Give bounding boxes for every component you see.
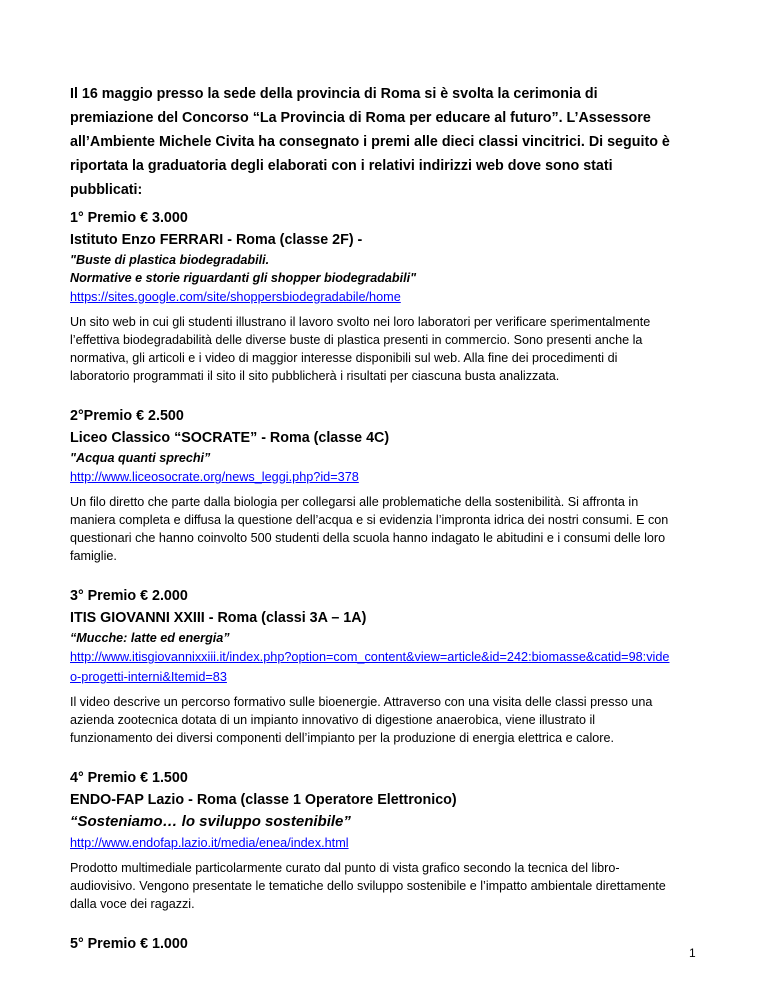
prize-description: Il video descrive un percorso formativo sulle bioenergie. Attraverso con una visita delle classi presso una azienda zootecnica dotata di un impianto innovativo di digestione anaerobica, viene illustrato il funzionamento dei diversi componenti dell’impianto per la produzione di energia elettrica e calore.	[70, 695, 653, 745]
prize-2	[70, 405, 670, 565]
prize-description: Prodotto multimediale particolarmente curato dal punto di vista grafico secondo la tecnica del libro-audiovisivo. Vengono presentate le tematiche dello sviluppo sostenibile e l’impatto ambientale direttamente dalla voce dei ragazzi.	[70, 861, 666, 911]
prize-5	[70, 933, 670, 955]
prize-link[interactable]: http://www.liceosocrate.org/news_leggi.php?id=378	[70, 470, 359, 484]
prize-3	[70, 585, 670, 747]
school-name: Istituto Enzo FERRARI - Roma (classe 2F) -	[70, 232, 363, 248]
school-name: ITIS GIOVANNI XXIII - Roma (classi 3A – 1A)	[70, 610, 367, 626]
prize-title: 3° Premio € 2.000	[70, 588, 188, 604]
prize-link[interactable]: https://sites.google.com/site/shoppersbiodegradabile/home	[70, 290, 401, 304]
school-name: ENDO-FAP Lazio - Roma (classe 1 Operatore Elettronico)	[70, 792, 457, 808]
prize-title: 2°Premio € 2.500	[70, 408, 184, 424]
prize-title: 5° Premio € 1.000	[70, 936, 188, 952]
prize-4	[70, 767, 670, 913]
prize-description: Un sito web in cui gli studenti illustrano il lavoro svolto nei loro laboratori per verificare sperimentalmente l’effettiva biodegradabilità delle diverse buste di plastica presenti in commercio. Sono presenti anche la normativa, gli articoli e i video di maggior interesse disponibili sul web. Alla fine dei procedimenti di laboratorio programmati il sito il sito pubblicherà i risultati per ciascuna busta analizzata.	[70, 315, 651, 383]
work-title: “Mucche: latte ed energia”	[70, 631, 230, 645]
work-title: "Acqua quanti sprechi”	[70, 451, 211, 465]
page-number: 1	[689, 946, 696, 960]
prize-1	[70, 207, 670, 385]
school-name: Liceo Classico “SOCRATE” - Roma (classe 4C)	[70, 430, 390, 446]
work-title: “Sosteniamo… lo sviluppo sostenibile”	[70, 813, 351, 830]
prize-description: Un filo diretto che parte dalla biologia per collegarsi alle problematiche della sostenibilità. Si affronta in maniera completa e diffusa la questione dell’acqua e si evidenzia l’impronta idrica dei nostri consumi. E con questionari che hanno coinvolto 500 studenti della scuola hanno indagato le abitudini e i consumi delle loro famiglie.	[70, 495, 669, 563]
page-content	[70, 82, 670, 955]
prize-link[interactable]: http://www.itisgiovannixxiii.it/index.php?option=com_content&view=article&id=242:biomasse&catid=98:video-progetti-interni&Itemid=83	[70, 650, 670, 684]
prize-title: 4° Premio € 1.500	[70, 770, 188, 786]
prize-title: 1° Premio € 3.000	[70, 210, 188, 226]
work-title-line2: Normative e storie riguardanti gli shopper biodegradabili"	[70, 271, 417, 285]
intro-paragraph: Il 16 maggio presso la sede della provincia di Roma si è svolta la cerimonia di premiazione del Concorso “La Provincia di Roma per educare al futuro”. L’Assessore all’Ambiente Michele Civita ha consegnato i premi alle dieci classi vincitrici. Di seguito è riportata la graduatoria degli elaborati con i relativi indirizzi web dove sono stati pubblicati:	[70, 86, 670, 198]
prize-link[interactable]: http://www.endofap.lazio.it/media/enea/index.html	[70, 836, 349, 850]
work-title: "Buste di plastica biodegradabili.	[70, 253, 270, 267]
